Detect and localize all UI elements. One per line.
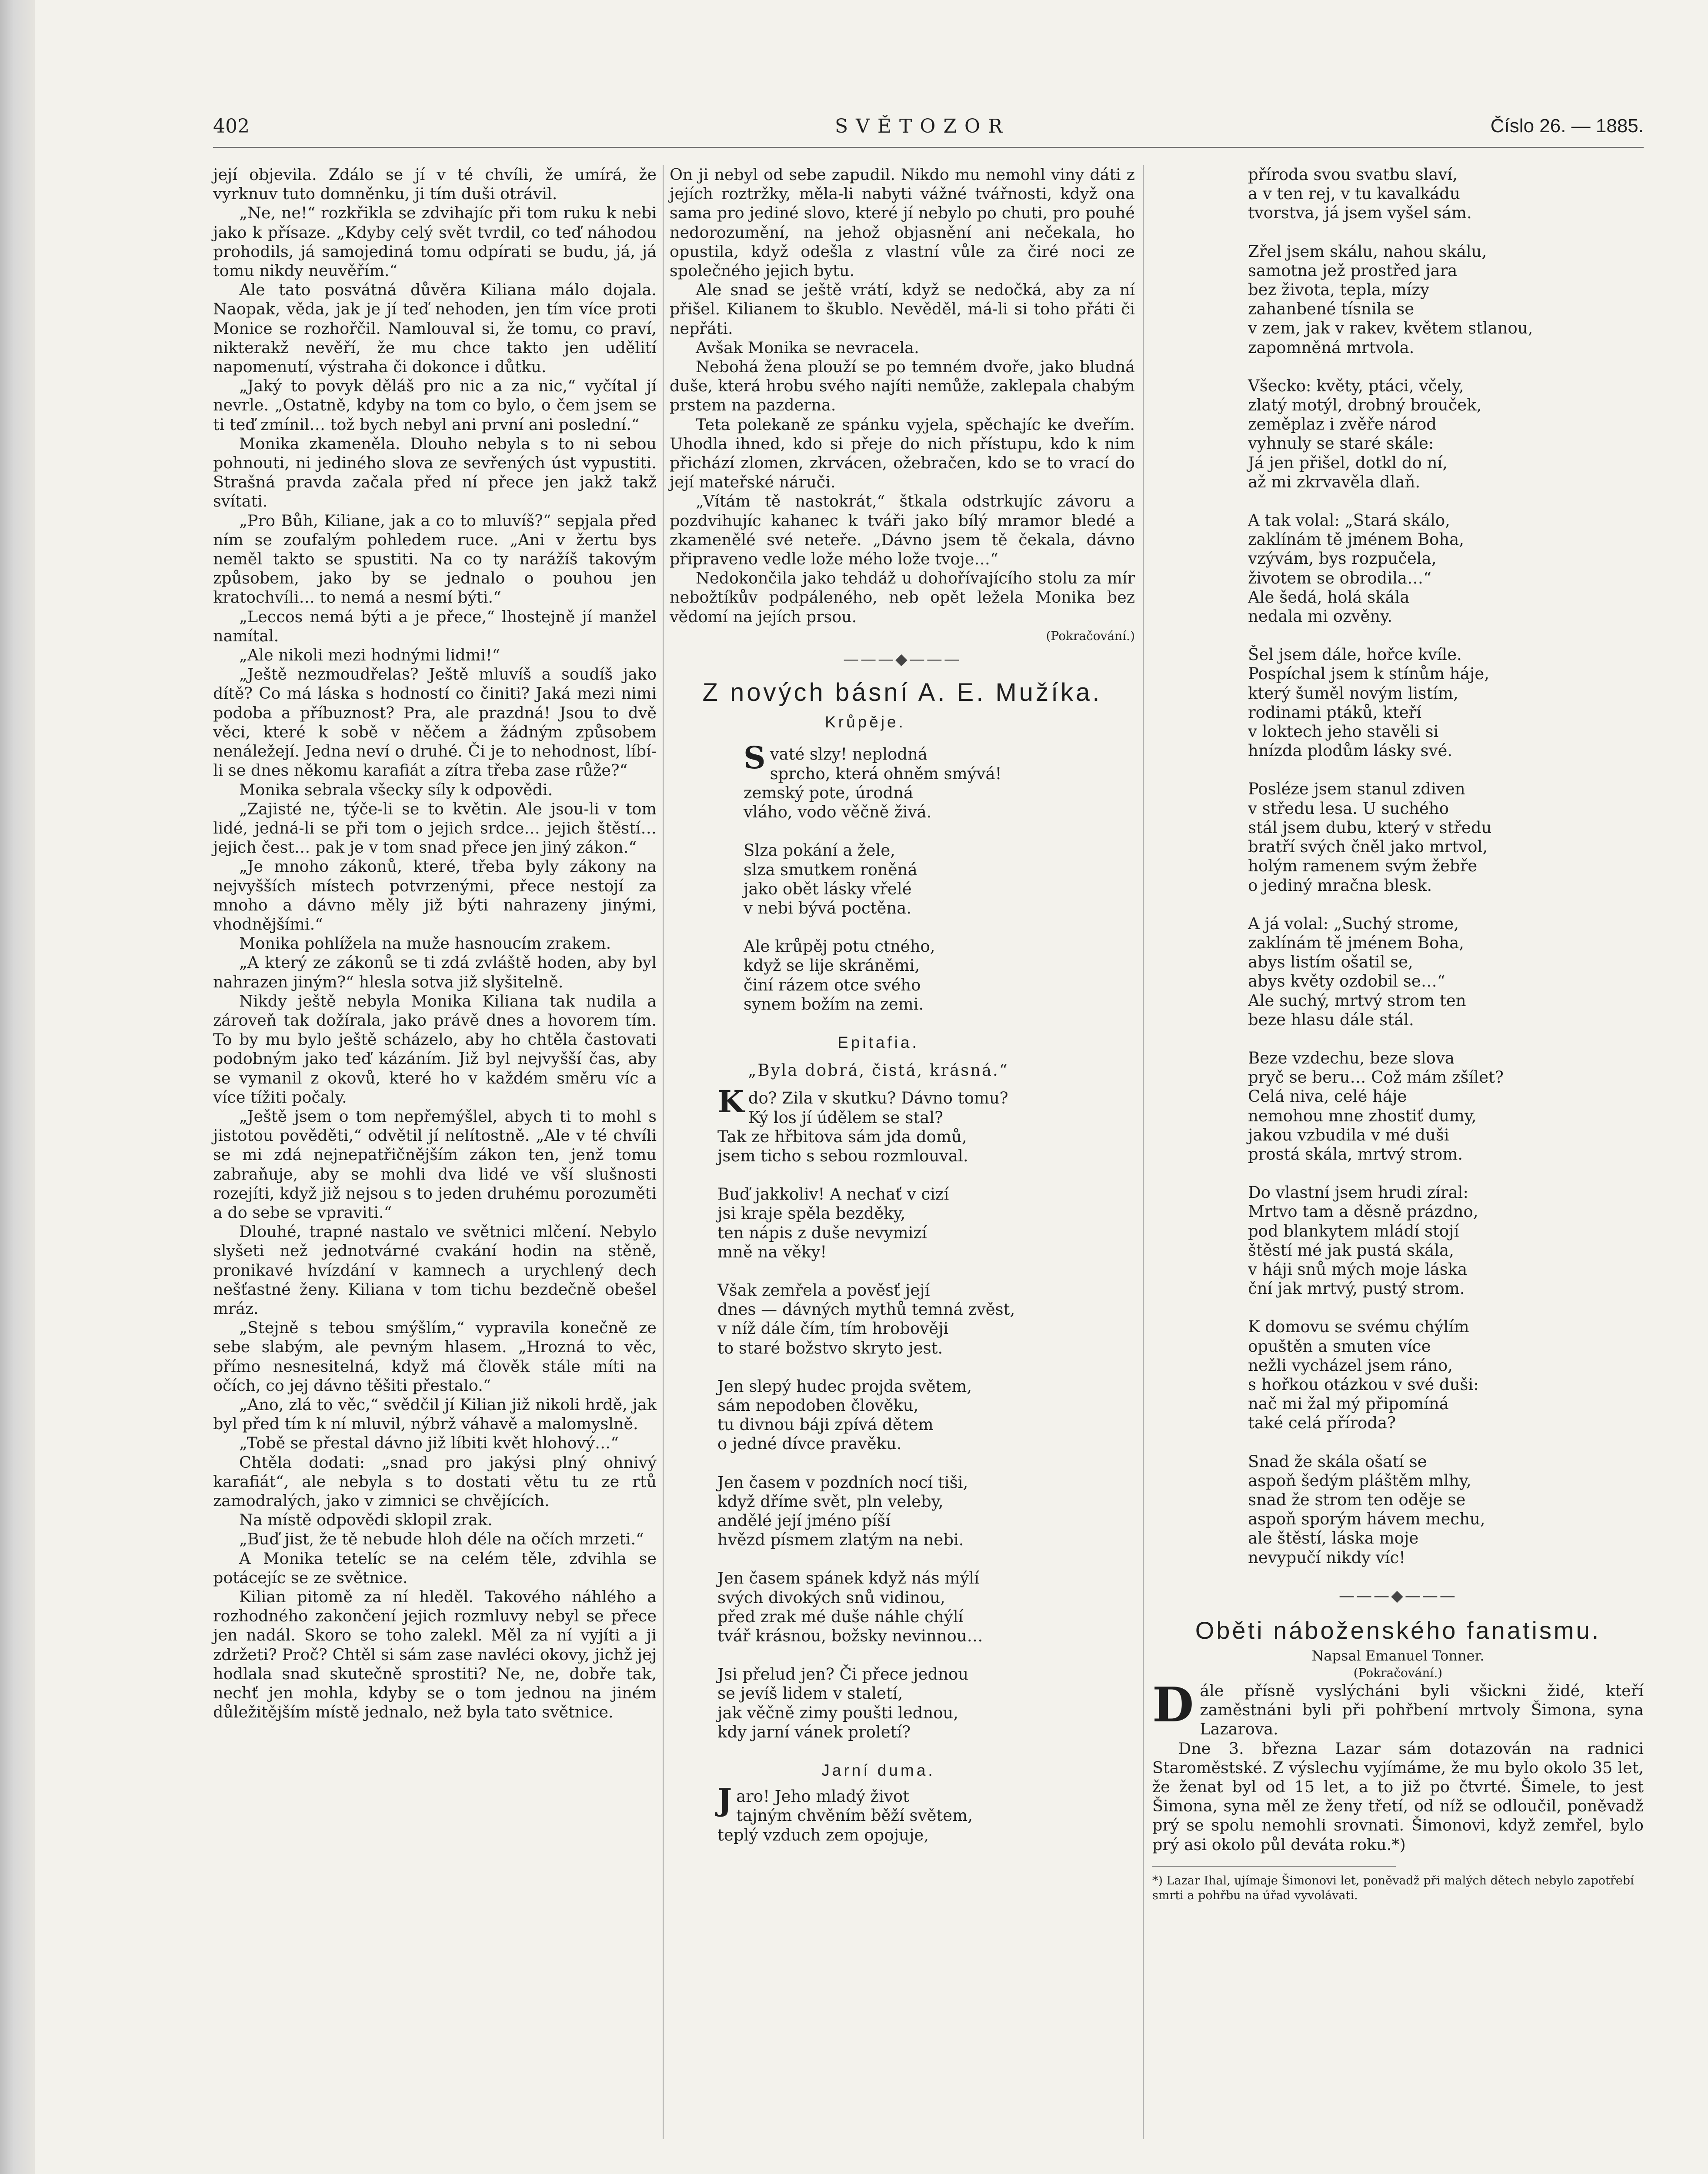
verse-line: andělé její jméno píší	[717, 1511, 891, 1530]
paragraph: „Ale nikoli mezi hodnými lidmi!“	[239, 646, 500, 665]
stanza	[717, 1185, 1135, 1262]
paragraph: Na místě odpovědi sklopil zrak.	[239, 1510, 493, 1530]
verse-line: který šuměl novým listím,	[1248, 684, 1458, 703]
verse-line: zlatý motýl, drobný brouček,	[1248, 396, 1482, 415]
verse-line: svých divokých snů vidinou,	[717, 1588, 945, 1607]
paragraph: Chtěla dodati: „snad pro jakýsi plný ohnivý karafiát“, ale nebyla s to dostati větu tu ze rtů zamodralých, jako v zimnici se chvějících.	[213, 1453, 657, 1510]
paragraph: „Ještě jsem o tom nepřemýšlel, abych ti to mohl s jistotou pověděti,“ odvětil jí nelítostně. „Ale v té chvíli se mi zdá nejnepatřičnějším zákon ten, jenž tomu zabraňuje, aby se mohli dva lidé ve vší slušnosti rozejíti, když již nejsou s to jeden druhému porozuměti a do sebe se vpraviti.“	[213, 1107, 657, 1222]
verse-line: dnes — dávných mythů temná zvěst,	[717, 1300, 1015, 1319]
verse-line: příroda svou svatbu slaví,	[1248, 165, 1458, 184]
paragraph: „Leccos nemá býti a je přece,“ lhostejně jí manžel namítal.	[213, 607, 657, 645]
verse-line: v zem, jak v rakev, květem stlanou,	[1248, 319, 1533, 338]
stanza	[1248, 645, 1644, 760]
column-3	[1152, 165, 1644, 1903]
verse-line: holým ramenem svým žebře	[1248, 857, 1478, 876]
poem-continuation	[1248, 165, 1644, 1567]
poem-body	[717, 1782, 1135, 1845]
drop-cap: D	[1152, 1677, 1194, 1733]
stanza	[717, 1281, 1135, 1358]
stanza	[1248, 1049, 1644, 1164]
verse-line: aspoň sporým hávem mechu,	[1248, 1510, 1485, 1529]
verse-line: také celá příroda?	[1248, 1414, 1396, 1433]
column-divider-1	[663, 165, 664, 2139]
journal-title: SVĚTOZOR	[835, 115, 1011, 137]
verse-line: vláho, vodo věčně živá.	[744, 803, 932, 822]
separator-ornament: ———◆———	[843, 650, 961, 669]
verse-line: Beze vzdechu, beze slova	[1248, 1048, 1454, 1067]
verse-line: Já jen přišel, dotkl do ní,	[1248, 453, 1448, 472]
article-byline: Napsal Emanuel Tonner.	[1311, 1647, 1484, 1664]
paragraph: Monika sebrala všecky síly k odpovědi.	[239, 780, 553, 799]
stanza	[1248, 242, 1644, 357]
verse-line: synem božím na zemi.	[744, 994, 924, 1014]
stanza	[717, 1473, 1135, 1550]
verse-line: Buď jakkoliv! A nechať v cizí	[717, 1185, 949, 1204]
paragraph: Teta polekaně ze spánku vyjela, spěchajíc ke dveřím. Uhodla ihned, kdo si přeje do nich přístupu, kdo k nim přichází zlomen, zkrvácen, ožebračen, kdo se to vrací do její mateřské náruči.	[670, 415, 1135, 492]
verse-line: s hořkou otázkou v své duši:	[1248, 1375, 1479, 1394]
verse-line: vyhnuly se staré skále:	[1248, 434, 1434, 453]
verse-line: snad že strom ten oděje se	[1248, 1490, 1466, 1509]
stanza	[1248, 780, 1644, 895]
verse-line: před zrak mé duše náhle chýlí	[717, 1607, 964, 1626]
continued-note: (Pokračování.)	[1353, 1666, 1443, 1680]
verse-line: zapomněná mrtvola.	[1248, 338, 1414, 357]
story-continuation	[670, 165, 1135, 627]
verse-line: vzývám, bys rozpučela,	[1248, 549, 1437, 568]
paragraph: Ale snad se ještě vrátí, když se nedočká, aby za ní přišel. Kilianem to škublo. Nevěděl, má-li si toho přáti či nepřáti.	[670, 280, 1135, 338]
verse-line: zaklínám tě jménem Boha,	[1248, 530, 1464, 549]
poem-body	[717, 1084, 1135, 1742]
verse-line: Mrtvo tam a děsně prázdno,	[1248, 1202, 1478, 1221]
stanza	[1248, 1317, 1644, 1433]
verse-line: K domovu se svému chýlím	[1248, 1317, 1469, 1337]
continued-note: (Pokračování.)	[1046, 628, 1135, 643]
stanza	[1248, 511, 1644, 626]
paragraph: „Tobě se přestal dávno již líbiti květ hlohový…“	[239, 1434, 619, 1453]
paragraph: její objevila. Zdálo se jí v té chvíli, že umírá, že vyrknuv tuto domněnku, ji tím duši otrávil.	[213, 165, 657, 203]
poem-title: Jarní duma.	[821, 1761, 935, 1780]
verse-line: zemský pote, úrodná	[744, 783, 914, 802]
paragraph: „Je mnoho zákonů, které, třeba byly zákony na nejvyšších místech potvrzenými, přece nestojí za mnoho a dávno měly již býti nahrazeny jinými, vhodnějšími.“	[213, 857, 657, 934]
stanza	[1248, 377, 1644, 492]
verse-line: zahanbené tísnila se	[1248, 300, 1414, 319]
paragraph: „Zajisté ne, týče-li se to květin. Ale jsou-li v tom lidé, jedná-li se při tom o jejich srdce… jejich štěstí… jejich čest… pak je v tom snad přece jen jiný zákon.“	[213, 799, 657, 857]
verse-line: aspoň šedým pláštěm mlhy,	[1248, 1471, 1471, 1490]
stanza	[1248, 914, 1644, 1030]
verse-line: Ký los jí údělem se stal?	[748, 1108, 943, 1127]
verse-line: když dříme svět, pln veleby,	[717, 1492, 944, 1511]
verse-line: tvář krásnou, božsky nevinnou…	[717, 1627, 983, 1645]
verse-line: Kdo? Zila v skutku? Dávno tomu?	[717, 1084, 1008, 1120]
verse-line: sprcho, která ohněm smývá!	[770, 764, 1002, 783]
verse-line: abys květy ozdobil se…“	[1248, 972, 1445, 991]
verse-line: Posléze jsem stanul zdiven	[1248, 780, 1465, 799]
column-divider-2	[1143, 165, 1144, 2139]
paragraph: On ji nebyl od sebe zapudil. Nikdo mu nemohl viny dáti z jejích roztržky, měla-li nabyti vážné tvářnosti, když ona sama pro jediné slovo, které jí nebylo po chuti, pro pouhé nedorozumění, na jehož objasnění ani nečekala, ho opustila, když odešla z vlastní vůle za čiré noci ze společného jejich bytu.	[670, 165, 1135, 280]
drop-cap: K	[717, 1084, 744, 1120]
poems-heading: Z nových básní A. E. Mužíka.	[702, 678, 1102, 707]
paragraph: „Pro Bůh, Kiliane, jak a co to mluvíš?“ sepjala před ním se zoufalým pohledem ruce. „Ani v žertu bys neměl takto se spustiti. Na co ty narážíš takovým způsobem, jako by se jednalo o pouhou jen kratochvíli… to nemá a nesmí býti.“	[213, 511, 657, 607]
verse-line: o jedné dívce pravěku.	[717, 1434, 902, 1454]
verse-line: rodinami ptáků, kteří	[1248, 703, 1422, 722]
paragraph: „Ano, zlá to věc,“ svědčil jí Kilian již nikoli hrdě, jak byl před tím k ní mluvil, nýbrž váhavě a malomyslně.	[213, 1395, 657, 1434]
poem-jarni-duma	[717, 1761, 1135, 1845]
verse-line: Tak ze hřbitova sám jda domů,	[717, 1127, 967, 1146]
verse-line: nevypučí nikdy víc!	[1248, 1548, 1406, 1567]
paragraph: Nikdy ještě nebyla Monika Kiliana tak nudila a zároveň tak dožírala, jako právě dnes a hovorem tím. To by mu bylo ještě scházelo, aby ho chtěla častovati podobným jako teď kázáním. Již byl nejvyšší čas, aby se vymanil z okovů, které ho v každém směru víc a více tížiti počaly.	[213, 991, 657, 1107]
verse-line: Do vlastní jsem hrudi zíral:	[1248, 1183, 1468, 1202]
verse-line: tu divnou báji zpívá dětem	[717, 1415, 934, 1434]
verse-line: samotna jež prostřed jara	[1248, 261, 1458, 280]
footnote-rule	[1152, 1866, 1396, 1867]
verse-line: Šel jsem dále, hořce kvíle.	[1248, 645, 1462, 664]
verse-line: Zřel jsem skálu, nahou skálu,	[1248, 242, 1487, 261]
paragraph: „A který ze zákonů se ti zdá zvláště hoden, aby byl nahrazen jiným?“ hlesla sotva již slyšitelně.	[213, 953, 657, 991]
verse-line: Svaté slzy! neplodná	[744, 740, 927, 776]
poem-motto: „Byla dobrá, čistá, krásná.“	[748, 1061, 1009, 1080]
verse-line: to staré božstvo skryto jest.	[717, 1338, 943, 1357]
poem-body	[744, 740, 1135, 1014]
verse-line: mně na věky!	[717, 1242, 827, 1261]
stanza	[717, 1665, 1135, 1742]
article-heading: Oběti náboženského fanatismu.	[1195, 1617, 1601, 1644]
verse-line: Ale krůpěj potu ctného,	[744, 937, 935, 956]
verse-line: bez života, tepla, mízy	[1248, 280, 1429, 300]
verse-line: Jen časem spánek když nás mýlí	[717, 1569, 980, 1588]
paragraph: „Ne, ne!“ rozkřikla se zdvihajíc při tom ruku k nebi jako k přísaze. „Kdyby celý svět tvrdil, co teď náhodou prohodils, já samojediná tomu odpírati se budu, já, já tomu nikdy neuvěřím.“	[213, 203, 657, 280]
stanza	[717, 1084, 1135, 1166]
verse-line: tvorstva, já jsem vyšel sám.	[1248, 203, 1472, 223]
stanza	[717, 1782, 1135, 1845]
paragraph: Monika zkameněla. Dlouho nebyla s to ni sebou pohnouti, ni jediného slova ze sevřených úst vypustiti. Strašná pravda začala před ní přece jen jakž takž svítati.	[213, 434, 657, 511]
verse-line: ční jak mrtvý, pustý strom.	[1248, 1279, 1465, 1298]
verse-line: Celá niva, celé háje	[1248, 1087, 1407, 1106]
stanza	[717, 1569, 1135, 1646]
verse-line: když se lije skráněmi,	[744, 956, 920, 975]
verse-line: ale štěstí, láska moje	[1248, 1529, 1419, 1548]
paragraph: „Stejně s tebou smýšlím,“ vypravila konečně ze sebe slabým, ale pevným hlasem. „Hrozná to věc, přímo nesnesitelná, když má člověk stále míti na očích, co jej dávno těšiti přestalo.“	[213, 1318, 657, 1395]
verse-line: beze hlasu dále stál.	[1248, 1010, 1414, 1029]
verse-line: Jen slepý hudec projda světem,	[717, 1377, 972, 1396]
paragraph: „Buď jist, že tě nebude hloh déle na očích mrzeti.“	[239, 1530, 644, 1549]
verse-line: jsem ticho s sebou rozmlouval.	[717, 1146, 968, 1165]
verse-line: pod blankytem mládí stojí	[1248, 1221, 1459, 1240]
verse-line: Ale suchý, mrtvý strom ten	[1248, 991, 1466, 1010]
poem-title: Epitafia.	[837, 1033, 919, 1051]
verse-line: až mi zkrvavěla dlaň.	[1248, 472, 1421, 491]
issue-number: Číslo 26. — 1885.	[1490, 115, 1644, 137]
verse-line: v středu lesa. U suchého	[1248, 799, 1449, 818]
separator-ornament: ———◆———	[1339, 1587, 1457, 1605]
verse-line: nemohou mne zhostiť dumy,	[1248, 1106, 1477, 1125]
verse-line: štěstí mé jak pustá skála,	[1248, 1240, 1454, 1260]
verse-line: a v ten rej, v tu kavalkádu	[1248, 184, 1460, 203]
verse-line: Jen časem v pozdních nocí tiši,	[717, 1473, 968, 1492]
verse-line: v níž dále čím, tím hrobověji	[717, 1319, 949, 1338]
verse-line: o jediný mračna blesk.	[1248, 876, 1432, 895]
verse-line: Snad že skála ošatí se	[1248, 1452, 1427, 1471]
stanza	[1248, 1183, 1644, 1298]
verse-line: jsi kraje spěla bezděky,	[717, 1204, 906, 1223]
page-header	[213, 115, 1644, 146]
verse-line: jak věčně zimy poušti lednou,	[717, 1703, 959, 1722]
verse-line: A tak volal: „Stará skálo,	[1248, 511, 1451, 530]
paragraph: „Ještě nezmoudřelas? Ještě mluvíš a soudíš jako dítě? Co má láska s hodností co činiti? Jaká mezi nimi podoba a příbuznost? Pra, ale prazdná! Jsou to dvě věci, které k sobě v něčem a žádným způsobem nenáležejí. Jedna neví o druhé. Či je to nehodnost, líbí-li se dnes někomu karafiát a zítra třeba zase růže?“	[213, 665, 657, 780]
paragraph: Kilian pitomě za ní hleděl. Takového náhlého a rozhodného zakončení jejich rozmluvy nebyl se přece jen nadál. Skoro se toho zalekl. Měl za ní vyjíti a ji zdržeti? Proč? Chtěl si sám zase navléci okovy, jichž jej hodlala snad skutečně sprostiti? Ne, ne, dobře tak, nechť jen mohla, kdyby se o tom jednou na jiném důležitějším místě jednalo, než byla tato světnice.	[213, 1587, 657, 1722]
verse-line: nedala mi ozvěny.	[1248, 607, 1392, 626]
verse-line: nač mi žal mý připomíná	[1248, 1394, 1449, 1414]
verse-line: Všecko: květy, ptáci, včely,	[1248, 376, 1464, 395]
column-1	[213, 165, 657, 1722]
paragraph: Avšak Monika se nevracela.	[696, 338, 919, 357]
verse-line: jakou vzbudila v mé duši	[1248, 1125, 1449, 1144]
verse-line: prostá skála, mrtvý strom.	[1248, 1144, 1463, 1164]
page-number: 402	[213, 115, 250, 137]
paragraph: Nedokončila jako tehdáž u dohořívajícího stolu za mír nebožtíkův podpáleného, neb opět ležela Monika bez vědomí na jejích prsou.	[670, 569, 1135, 626]
stanza	[744, 740, 1135, 822]
drop-cap: S	[744, 740, 766, 776]
poem-epitafia	[717, 1033, 1135, 1742]
verse-line: ten nápis z duše nevymizí	[717, 1223, 927, 1242]
verse-line: hvězd písmem zlatým na nebi.	[717, 1530, 964, 1550]
header-rule	[213, 147, 1644, 148]
drop-cap: J	[717, 1782, 732, 1818]
stanza	[717, 1377, 1135, 1454]
column-2	[670, 165, 1135, 1864]
article-paragraph: Dále přísně vyslýcháni byli všickni židé, kteří zaměstnáni byli při pohřbení mrtvoly Šimona, syna Lazarova.	[1152, 1677, 1644, 1739]
verse-line: v háji snů mých moje láska	[1248, 1260, 1468, 1279]
verse-line: životem se obrodila…“	[1248, 568, 1432, 587]
paragraph: A Monika tetelíc se na celém těle, zdvihla se potácejíc se ze světnice.	[213, 1549, 657, 1587]
verse-line: Ale šedá, holá skála	[1248, 587, 1410, 607]
verse-line: stál jsem dubu, který v středu	[1248, 818, 1492, 837]
stanza	[744, 937, 1135, 1014]
verse-line: se jevíš lidem v staletí,	[717, 1684, 903, 1703]
paragraph: Nebohá žena plouží se po temném dvoře, jako bludná duše, která hrobu svého najíti nemůže, zaklepala chabým prstem na pazderna.	[670, 357, 1135, 415]
poem-title: Krůpěje.	[825, 713, 906, 731]
footnote: *) Lazar Ihal, ujímaje Šimonovi let, poněvadž při malých dětech nebylo zapotřebí smrti a pohřbu na úřad vyvolávati.	[1152, 1874, 1634, 1902]
stanza	[1248, 1452, 1644, 1567]
verse-line: slza smutkem roněná	[744, 860, 917, 879]
paragraph: Dlouhé, trapné nastalo ve světnici mlčení. Nebylo slyšeti než jednotvárné cvakání hodin na stěně, pronikavé hvízdání v kamnech a urychlený dech nešťastné ženy. Kiliana v tom tichu bezdečně obešel mráz.	[213, 1222, 657, 1318]
book-binding	[0, 0, 35, 2174]
paragraph: Ale tato posvátná důvěra Kiliana málo dojala. Naopak, věda, jak je jí teď nehoden, jen tím více proti Monice se rozhořčil. Namlouval si, že tomu, co praví, nikterakž nevěří, že mu chce takto jen udělití napomenutí, výstraha či dokonce i důtku.	[213, 280, 657, 377]
verse-line: pryč se beru… Což mám zšílet?	[1248, 1068, 1504, 1087]
verse-line: Pospíchal jsem k stínům háje,	[1248, 664, 1489, 684]
verse-line: Však zemřela a pověsť její	[717, 1280, 930, 1300]
verse-line: zeměplaz i zvěře národ	[1248, 415, 1437, 434]
verse-line: zaklínám tě jménem Boha,	[1248, 933, 1464, 952]
verse-line: Jaro! Jeho mladý život	[717, 1782, 910, 1818]
article-paragraph: Dne 3. března Lazar sám dotazován na radnici Staroměstské. Z výslechu vyjímáme, že mu bylo okolo 35 let, že ženat byl od 15 let, a to již po čtvrté. Šimele, to jest Šimona, syna měl ze ženy třetí, od níž se odloučil, poněvadž prý se spolu nemohli srovnati. Šimonovi, když zemřel, bylo prý asi okolo půl deváta roku.*)	[1152, 1739, 1644, 1854]
verse-line: kdy jarní vánek proletí?	[717, 1722, 911, 1741]
verse-line: sám nepodoben člověku,	[717, 1396, 919, 1415]
verse-line: teplý vzduch zem opojuje,	[717, 1825, 929, 1844]
verse-line: v nebi bývá poctěna.	[744, 898, 912, 917]
verse-line: nežli vycházel jsem ráno,	[1248, 1356, 1453, 1375]
verse-line: v loktech jeho stavěli si	[1248, 722, 1439, 741]
stanza	[1248, 165, 1644, 223]
verse-line: abys listím ošatil se,	[1248, 953, 1413, 972]
paragraph: „Vítám tě nastokrát,“ štkala odstrkujíc závoru a pozdvihujíc kahanec k tváři jako bílý mramor bledé a zkamenělé své neteře. „Dávno jsem tě čekala, dávno připraveno vedle lože mého lože tvoje…“	[670, 492, 1135, 569]
verse-line: opuštěn a smuten více	[1248, 1337, 1431, 1356]
poem-krupeje	[744, 713, 1135, 1014]
verse-line: jako obět lásky vřelé	[744, 879, 912, 898]
verse-line: Slza pokání a žele,	[744, 841, 896, 860]
verse-line: činí rázem otce svého	[744, 975, 921, 994]
stanza	[744, 841, 1135, 918]
verse-line: A já volal: „Suchý strome,	[1248, 914, 1459, 933]
paragraph: „Jaký to povyk děláš pro nic a za nic,“ vyčítal jí nevrle. „Ostatně, kdyby na tom co bylo, o čem jsem se ti teď zmínil… tož bych nebyl ani první ani poslední.“	[213, 377, 657, 434]
verse-line: hnízda plodům lásky své.	[1248, 741, 1453, 760]
verse-line: tajným chvěním běží světem,	[736, 1806, 973, 1825]
paragraph: Monika pohlížela na muže hasnoucím zrakem.	[239, 934, 611, 953]
verse-line: bratří svých čněl jako mrtvol,	[1248, 837, 1488, 857]
verse-line: Jsi přelud jen? Či přece jednou	[717, 1665, 969, 1684]
